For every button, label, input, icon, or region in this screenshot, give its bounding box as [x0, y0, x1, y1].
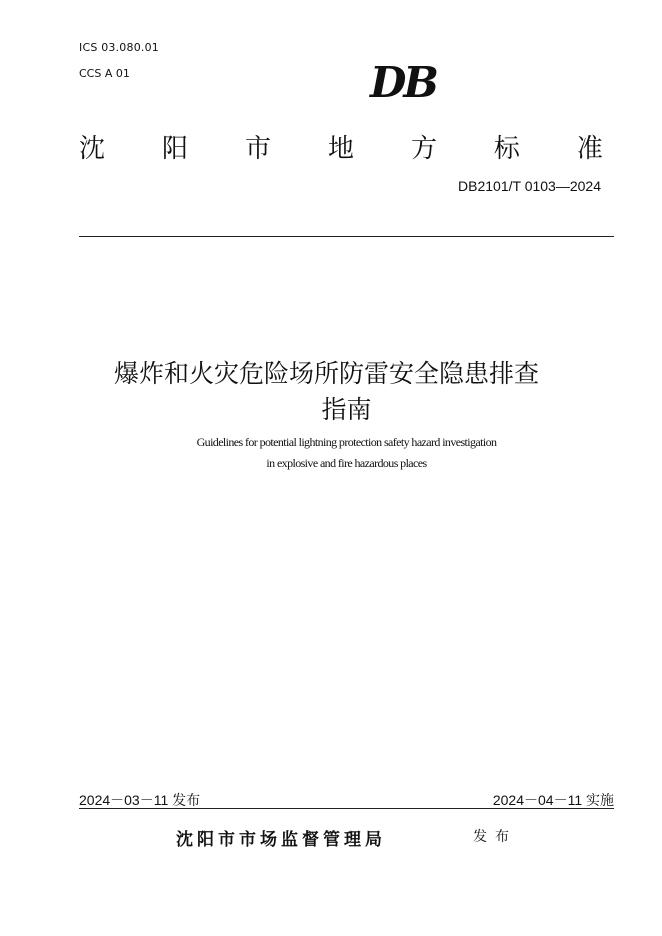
standard-name-char: 市	[244, 134, 271, 164]
standard-name-char: 沈	[79, 134, 106, 164]
ics-number: ICS 03.080.01	[79, 41, 159, 54]
standard-name-char: 地	[327, 134, 354, 164]
publish-date: 2024－03－11 发布	[79, 792, 201, 808]
header-divider	[79, 236, 614, 237]
english-title	[79, 432, 614, 474]
document-title	[79, 356, 614, 428]
standard-name-char: 方	[410, 134, 437, 164]
issuer-name: 沈阳市市场监督管理局	[176, 830, 386, 850]
title-line-2: 指南	[321, 395, 372, 424]
title-line-1: 爆炸和火灾危险场所防雷安全隐患排查	[113, 359, 539, 388]
ccs-number: CCS A 01	[79, 67, 130, 80]
db-logo: DB	[370, 58, 436, 107]
english-title-line-1: Guidelines for potential lightning protection safety hazard investigation	[196, 435, 497, 449]
english-title-line-2: in explosive and fire hazardous places	[266, 456, 427, 470]
implement-date: 2024－04－11 实施	[492, 792, 614, 808]
standard-name	[79, 128, 603, 165]
standard-name-char: 准	[576, 134, 603, 164]
issuer-action: 发布	[473, 829, 517, 845]
standard-name-char: 标	[493, 134, 520, 164]
standard-name-char: 阳	[161, 134, 188, 164]
standard-code: DB2101/T 0103—2024	[458, 178, 601, 194]
footer-divider	[79, 808, 614, 809]
